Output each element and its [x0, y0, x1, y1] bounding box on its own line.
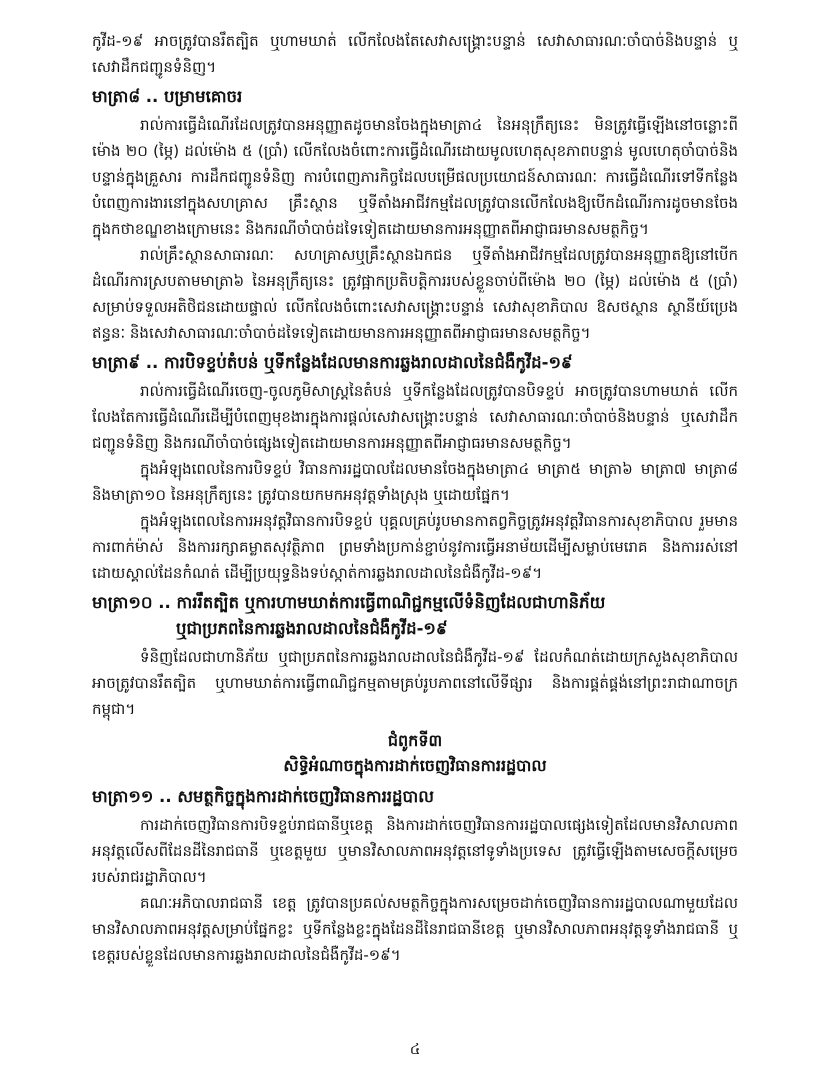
- chapter-3-heading: [92, 728, 738, 778]
- page-number: ៤: [409, 1040, 421, 1058]
- chapter-3-title: សិទ្ធិអំណាចក្នុងការដាក់ចេញវិធានការរដ្ឋបាល: [283, 756, 547, 775]
- article-10-heading-line-1: មាត្រា១០ .. ការរឹតត្បិត ឬការហាមឃាត់ការធ្វើពាណិជ្ជកម្មលើទំនិញដែលជាហានិភ័យ: [92, 593, 606, 612]
- article-10-heading: [92, 590, 738, 642]
- chapter-3-number: ជំពូកទី៣: [387, 731, 443, 750]
- article-8-paragraph-1: រាល់ការធ្វើដំណើរដែលត្រូវបានអនុញ្ញាតដូចមានចែងក្នុងមាត្រា៤ នៃអនុក្រឹត្យនេះ មិនត្រូវធ្វើឡើងនៅចន្លោះពីម៉ោង ២០ (ម្ភៃ) ដល់ម៉ោង ៥ (ប្រាំ) លើកលែងចំពោះការធ្វើដំណើរដោយមូលហេតុសុខភាពបន្ទាន់ មូលហេតុចាំបាច់និងបន្ទាន់ក្នុងគ្រួសារ ការដឹកជញ្ជូនទំនិញ ការបំពេញភារកិច្ចដែលបម្រើផលប្រយោជន៍សាធារណៈ ការធ្វើដំណើរទៅទីកន្លែងបំពេញការងារនៅក្នុងសហគ្រាស គ្រឹះស្ថាន ឬទីតាំងអាជីវកម្មដែលត្រូវបានលើកលែងឱ្យបើកដំណើរការដូចមានចែងក្នុងកថាខណ្ឌខាងក្រោមនេះ និងករណីចាំបាច់ដទៃទៀតដោយមានការអនុញ្ញាតពីអាជ្ញាធរមានសមត្ថកិច្ច។: [92, 116, 738, 238]
- article-8-paragraph-2: រាល់គ្រឹះស្ថានសាធារណៈ សហគ្រាសឬគ្រឹះស្ថានឯកជន ឬទីតាំងអាជីវកម្មដែលត្រូវបានអនុញ្ញាតឱ្យនៅបើកដំណើរការស្របតាមមាត្រា៦ នៃអនុក្រឹត្យនេះ ត្រូវផ្អាកប្រតិបត្តិការរបស់ខ្លួនចាប់ពីម៉ោង ២០ (ម្ភៃ) ដល់ម៉ោង ៥ (ប្រាំ) សម្រាប់ទទួលអតិថិជនដោយផ្ទាល់ លើកលែងចំពោះសេវាសង្គ្រោះបន្ទាន់ សេវាសុខាភិបាល ឱសថស្ថាន ស្ថានីយ៍ប្រេងឥន្ធនៈ និងសេវាសាធារណៈចាំបាច់ដទៃទៀតដោយមានការអនុញ្ញាតពីអាជ្ញាធរមានសមត្ថកិច្ច។: [92, 246, 738, 342]
- article-11-heading: មាត្រា១១ .. សមត្ថកិច្ចក្នុងការដាក់ចេញវិធានការរដ្ឋបាល: [92, 787, 434, 806]
- article-10-paragraph-1: ទំនិញដែលជាហានិភ័យ ឬជាប្រភពនៃការឆ្លងរាលដាលនៃជំងឺកូវីដ-១៩ ដែលកំណត់ដោយក្រសួងសុខាភិបាល អាចត្រូវបានរឹតត្បិត ឬហាមឃាត់ការធ្វើពាណិជ្ជកម្មតាមគ្រប់រូបភាពនៅលើទីផ្សារ និងការផ្គត់ផ្គង់នៅព្រះរាជាណាចក្រកម្ពុជា។: [92, 648, 738, 718]
- article-8-heading: មាត្រា៨ .. បម្រាមគោចរ: [92, 87, 243, 106]
- article-9-heading: មាត្រា៩ .. ការបិទខ្ទប់តំបន់ ឬទីកន្លែងដែលមានការឆ្លងរាលដាលនៃជំងឺកូវីដ-១៩: [92, 353, 573, 372]
- article-10-heading-line-2: ឬជាប្រភពនៃការឆ្លងរាលដាលនៃជំងឺកូវីដ-១៩: [176, 619, 448, 638]
- article-9-paragraph-3: ក្នុងអំឡុងពេលនៃការអនុវត្តវិធានការបិទខ្ទប់ បុគ្គលគ្រប់រូបមានកាតព្វកិច្ចត្រូវអនុវត្តវិធានការសុខាភិបាល រួមមានការពាក់ម៉ាស់ និងការរក្សាគម្លាតសុវត្ថិភាព ព្រមទាំងប្រកាន់ខ្ជាប់នូវការធ្វើអនាម័យដើម្បីសម្លាប់មេរោគ និងការរស់នៅដោយស្គាល់ដែនកំណត់ ដើម្បីប្រយុទ្ធនិងទប់ស្កាត់ការឆ្លងរាលដាលនៃជំងឺកូវីដ-១៩។: [92, 512, 738, 582]
- article-9-paragraph-1: រាល់ការធ្វើដំណើរចេញ-ចូលភូមិសាស្ត្រនៃតំបន់ ឬទីកន្លែងដែលត្រូវបានបិទខ្ទប់ អាចត្រូវបានហាមឃាត់ លើកលែងតែការធ្វើដំណើរដើម្បីបំពេញមុខងារក្នុងការផ្តល់សេវាសង្គ្រោះបន្ទាន់ សេវាសាធារណៈចាំបាច់និងបន្ទាន់ ឬសេវាដឹកជញ្ជូនទំនិញ និងករណីចាំបាច់ផ្សេងទៀតដោយមានការអនុញ្ញាតពីអាជ្ញាធរមានសមត្ថកិច្ច។: [92, 382, 738, 452]
- paragraph-continuation: កូវីដ-១៩ អាចត្រូវបានរឹតត្បិត ឬហាមឃាត់ លើកលែងតែសេវាសង្គ្រោះបន្ទាន់ សេវាសាធារណៈចាំបាច់និងបន្ទាន់ ឬសេវាដឹកជញ្ជូនទំនិញ។: [92, 32, 738, 76]
- article-11-paragraph-2: គណៈអភិបាលរាជធានី ខេត្ត ត្រូវបានប្រគល់សមត្ថកិច្ចក្នុងការសម្រេចដាក់ចេញវិធានការរដ្ឋបាលណាមួយដែលមានវិសាលភាពអនុវត្តសម្រាប់ផ្នែកខ្លះ ឬទីកន្លែងខ្លះក្នុងដែនដីនៃរាជធានីខេត្ត ឬមានវិសាលភាពអនុវត្តទូទាំងរាជធានី ឬខេត្តរបស់ខ្លួនដែលមានការឆ្លងរាលដាលនៃជំងឺកូវីដ-១៩។: [92, 894, 738, 964]
- article-11-paragraph-1: ការដាក់ចេញវិធានការបិទខ្ទប់រាជធានីឬខេត្ត និងការដាក់ចេញវិធានការរដ្ឋបាលផ្សេងទៀតដែលមានវិសាលភាពអនុវត្តលើសពីដែនដីនៃរាជធានី ឬខេត្តមួយ ឬមានវិសាលភាពអនុវត្តនៅទូទាំងប្រទេស ត្រូវធ្វើឡើងតាមសេចក្តីសម្រេចរបស់រាជរដ្ឋាភិបាល។: [92, 816, 738, 886]
- article-9-paragraph-2: ក្នុងអំឡុងពេលនៃការបិទខ្ទប់ វិធានការរដ្ឋបាលដែលមានចែងក្នុងមាត្រា៤ មាត្រា៥ មាត្រា៦ មាត្រា៧ មាត្រា៨ និងមាត្រា១០ នៃអនុក្រឹត្យនេះ ត្រូវបានយកមកអនុវត្តទាំងស្រុង ឬដោយផ្នែក។: [92, 460, 738, 504]
